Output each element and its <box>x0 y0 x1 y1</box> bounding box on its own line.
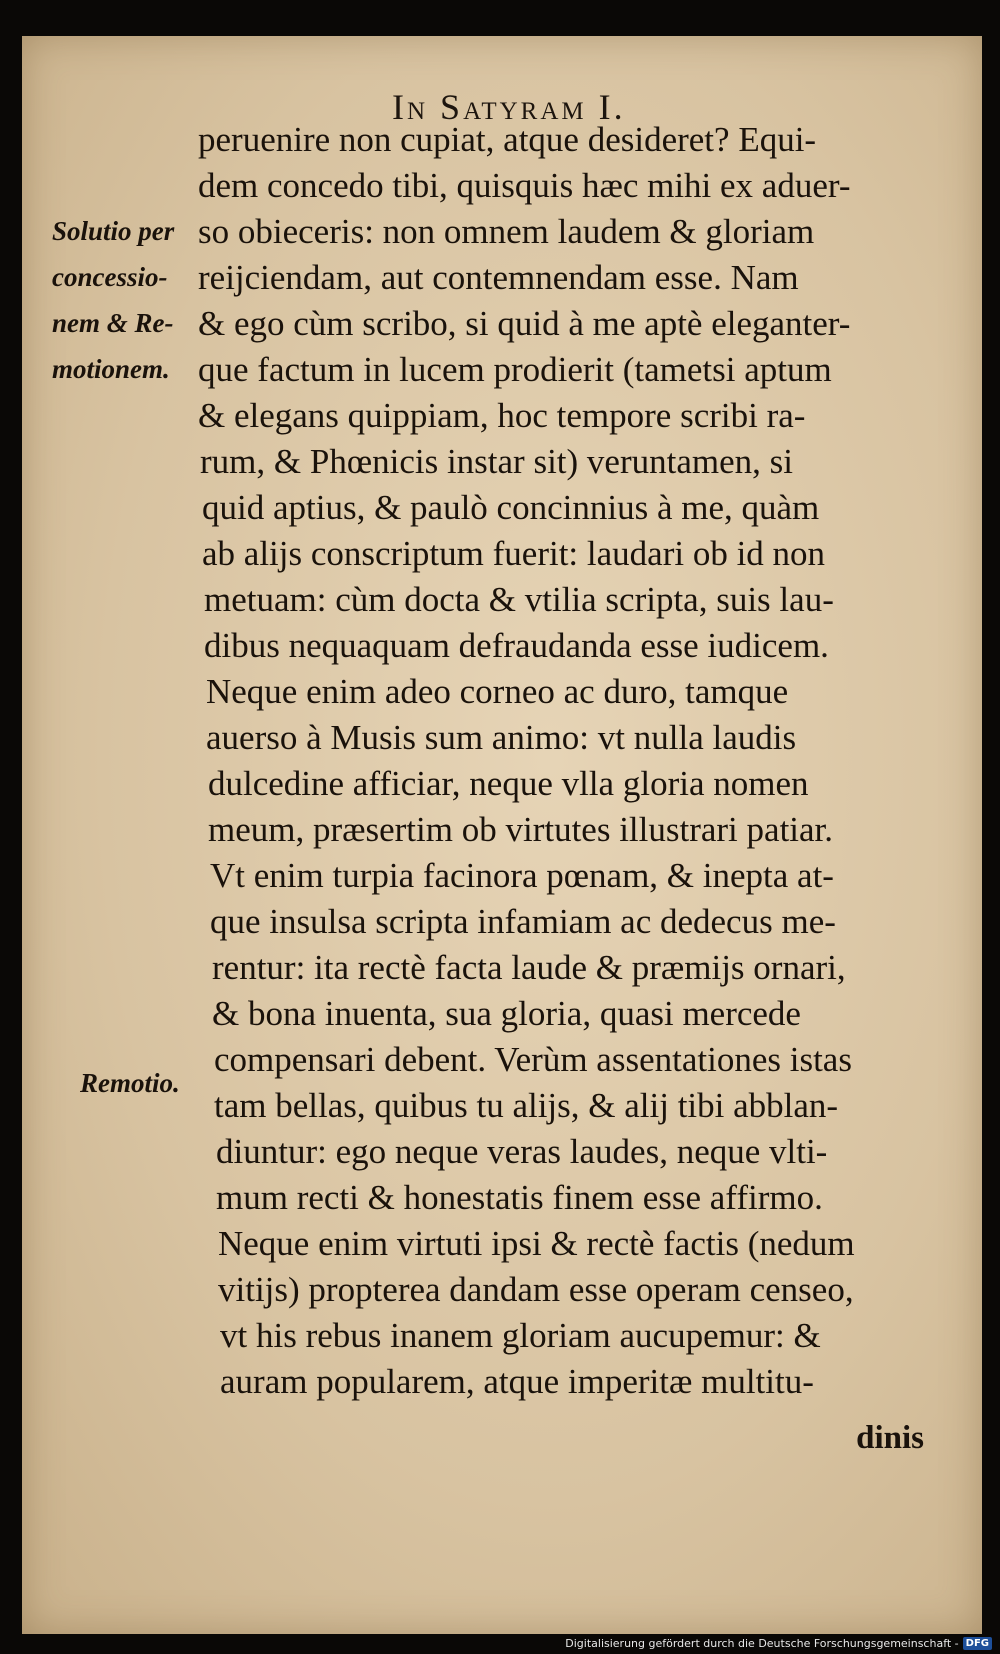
text-line: rum, & Phœnicis instar sit) veruntamen, si <box>200 442 793 481</box>
text-line: meum, præsertim ob virtutes illustrari patiar. <box>208 810 834 849</box>
text-line: reijciendam, aut contemnendam esse. Nam <box>198 258 799 297</box>
text-line: Neque enim adeo corneo ac duro, tamque <box>206 672 789 711</box>
text-line: auerso à Musis sum animo: vt nulla laudis <box>206 718 797 757</box>
text-line: tam bellas, quibus tu alijs, & alij tibi abblan- <box>214 1086 839 1125</box>
text-line: que insulsa scripta infamiam ac dedecus me- <box>210 902 836 941</box>
text-line: Neque enim virtuti ipsi & rectè factis (nedum <box>218 1224 855 1263</box>
running-header: In Satyram I. <box>392 87 626 127</box>
text-line: dibus nequaquam defraudanda esse iudicem. <box>204 626 829 665</box>
digitization-footer <box>565 1637 992 1650</box>
text-line: & bona inuenta, sua gloria, quasi mercede <box>212 994 801 1033</box>
text-line: & ego cùm scribo, si quid à me aptè eleganter- <box>198 304 851 343</box>
margin-note-line: motionem. <box>52 354 170 384</box>
text-line: peruenire non cupiat, atque desideret? Equi- <box>198 120 817 159</box>
text-line: compensari debent. Verùm assentationes istas <box>214 1040 852 1079</box>
text-line: que factum in lucem prodierit (tametsi aptum <box>198 350 832 389</box>
text-line: dem concedo tibi, quisquis hæc mihi ex aduer- <box>198 166 851 205</box>
margin-note-line: nem & Re- <box>52 308 174 338</box>
footer-text: Digitalisierung gefördert durch die Deutsche Forschungsgemeinschaft - <box>565 1637 959 1650</box>
text-line: ab alijs conscriptum fuerit: laudari ob id non <box>202 534 826 573</box>
catchword: dinis <box>856 1420 924 1456</box>
text-line: diuntur: ego neque veras laudes, neque vlti- <box>216 1132 828 1171</box>
text-line: & elegans quippiam, hoc tempore scribi ra- <box>198 396 806 435</box>
text-line: Vt enim turpia facinora pœnam, & inepta at- <box>210 856 834 895</box>
text-line: mum recti & honestatis finem esse affirmo. <box>216 1178 823 1217</box>
book-page <box>22 36 982 1634</box>
text-line: vitijs) propterea dandam esse operam censeo, <box>218 1270 854 1309</box>
text-line: auram popularem, atque imperitæ multitu- <box>220 1362 814 1401</box>
text-line: metuam: cùm docta & vtilia scripta, suis lau- <box>204 580 834 619</box>
dfg-logo: DFG <box>963 1637 992 1650</box>
text-line: dulcedine afficiar, neque vlla gloria nomen <box>208 764 809 803</box>
text-line: so obieceris: non omnem laudem & gloriam <box>198 212 815 251</box>
text-line: quid aptius, & paulò concinnius à me, quàm <box>202 488 820 527</box>
text-line: vt his rebus inanem gloriam aucupemur: & <box>220 1316 821 1355</box>
text-line: rentur: ita rectè facta laude & præmijs ornari, <box>212 948 846 987</box>
margin-note-line: concessio- <box>52 262 168 292</box>
margin-note-remotio: Remotio. <box>80 1068 180 1098</box>
margin-note-line: Solutio per <box>52 216 175 246</box>
